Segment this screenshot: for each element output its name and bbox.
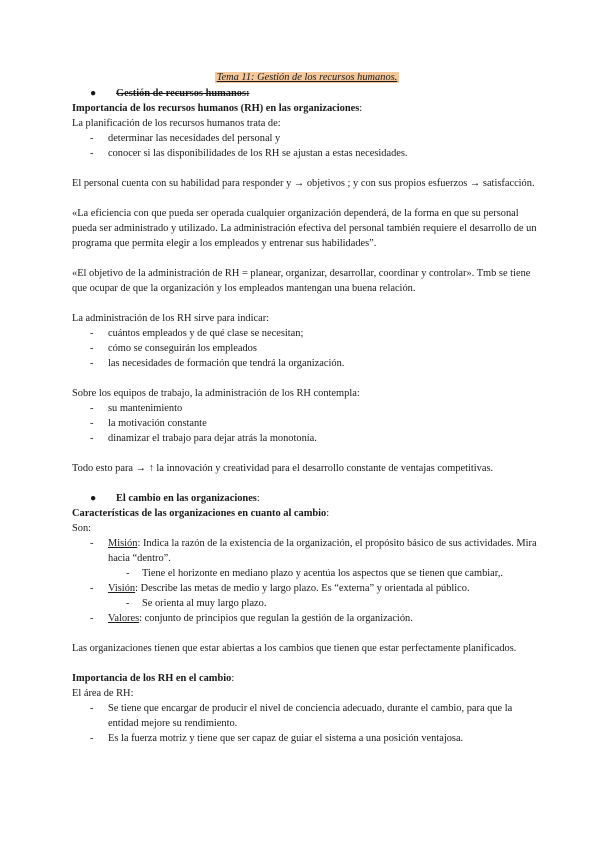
mision-text: : Indica la razón de la existencia de la organización, el propósito básico de sus actividades. Mira hacia “dentro”. <box>108 538 537 564</box>
list-item-mision <box>72 536 542 566</box>
list-item: - cómo se conseguirán los empleados <box>72 341 542 356</box>
vision-text: : Describe las metas de medio y largo plazo. Es “externa” y orientada al público. <box>135 583 470 594</box>
heading-importancia-cambio-tail: : <box>231 673 235 684</box>
heading-caracteristicas <box>72 506 542 521</box>
list-item-vision <box>72 581 542 596</box>
equipos-intro: Sobre los equipos de trabajo, la administración de los RH contempla: <box>72 388 360 399</box>
paragraph-cambios: Las organizaciones tienen que estar abiertas a los cambios que tienen que estar perfectamente planificados. <box>72 643 517 654</box>
paragraph-objetivo: «El objetivo de la administración de RH = planear, organizar, desarrollar, coordinar y controlar». Tmb se tiene que ocupar de que la organización y los empleados mantengan una buena relación. <box>72 268 531 294</box>
list-item: - Es la fuerza motriz y tiene que ser capaz de guiar el sistema a una posición ventajosa. <box>72 731 542 746</box>
heading-caracteristicas-tail: : <box>326 508 330 519</box>
heading-importancia <box>72 101 542 116</box>
son-label: Son: <box>72 523 92 534</box>
document-page <box>72 70 542 746</box>
heading-importancia-cambio-bold: Importancia de los RH en el cambio <box>72 673 232 684</box>
indicar-intro: La administración de los RH sirve para indicar: <box>72 313 270 324</box>
title-text: Tema 11: Gestión de los recursos humanos. <box>216 72 398 83</box>
paragraph-conclusion: Todo esto para → ↑ la innovación y creatividad para el desarrollo constante de ventajas competitivas. <box>72 463 494 474</box>
vision-label: Visión <box>108 583 136 594</box>
bullet-gestion-text: Gestión de recursos humanos: <box>116 88 250 99</box>
bullet-cambio <box>72 491 542 506</box>
bullet-dot-icon: ● <box>90 88 97 99</box>
valores-text: : conjunto de principios que regulan la gestión de la organización. <box>139 613 413 624</box>
list-item: - su mantenimiento <box>72 401 542 416</box>
bullet-dot-icon: ● <box>90 493 97 504</box>
paragraph-eficiencia: «La eficiencia con que pueda ser operada cualquier organización dependerá, de la forma en que su personal pueda ser administrado y utilizado. La administración efectiva del personal también requiere el desarrollo de un programa que permita elegir a los empleados y entrenar sus habilidades”. <box>72 208 537 249</box>
planificacion-intro: La planificación de los recursos humanos trata de: <box>72 118 281 129</box>
heading-caracteristicas-bold: Características de las organizaciones en cuanto al cambio <box>72 508 327 519</box>
valores-label: Valores <box>108 613 140 624</box>
heading-importancia-cambio <box>72 671 542 686</box>
heading-importancia-bold: Importancia de los recursos humanos (RH) en las organizaciones <box>72 103 360 114</box>
sub-list-item: - Se orienta al muy largo plazo. <box>72 596 542 611</box>
list-item: - cuántos empleados y de qué clase se necesitan; <box>72 326 542 341</box>
list-item: - conocer si las disponibilidades de los RH se ajustan a estas necesidades. <box>72 146 542 161</box>
mision-label: Misión <box>108 538 138 549</box>
list-item: - determinar las necesidades del personal y <box>72 131 542 146</box>
heading-importancia-tail: : <box>359 103 363 114</box>
paragraph-habilidad: El personal cuenta con su habilidad para responder y → objetivos ; y con sus propios esfuerzos → satisfacción. <box>72 178 535 189</box>
bullet-cambio-tail: : <box>256 493 260 504</box>
bullet-gestion <box>72 86 542 101</box>
list-item: - la motivación constante <box>72 416 542 431</box>
document-title <box>72 70 542 85</box>
sub-list-item: - Tiene el horizonte en mediano plazo y acentúa los aspectos que se tienen que cambiar,. <box>72 566 542 581</box>
list-item: - dinamizar el trabajo para dejar atrás la monotonía. <box>72 431 542 446</box>
list-item-valores <box>72 611 542 626</box>
list-item: - Se tiene que encargar de producir el nivel de conciencia adecuado, durante el cambio, para que la entidad mejore su rendimiento. <box>72 701 542 731</box>
area-rh-label: El área de RH: <box>72 688 134 699</box>
bullet-cambio-bold: El cambio en las organizaciones <box>116 493 257 504</box>
list-item: - las necesidades de formación que tendrá la organización. <box>72 356 542 371</box>
